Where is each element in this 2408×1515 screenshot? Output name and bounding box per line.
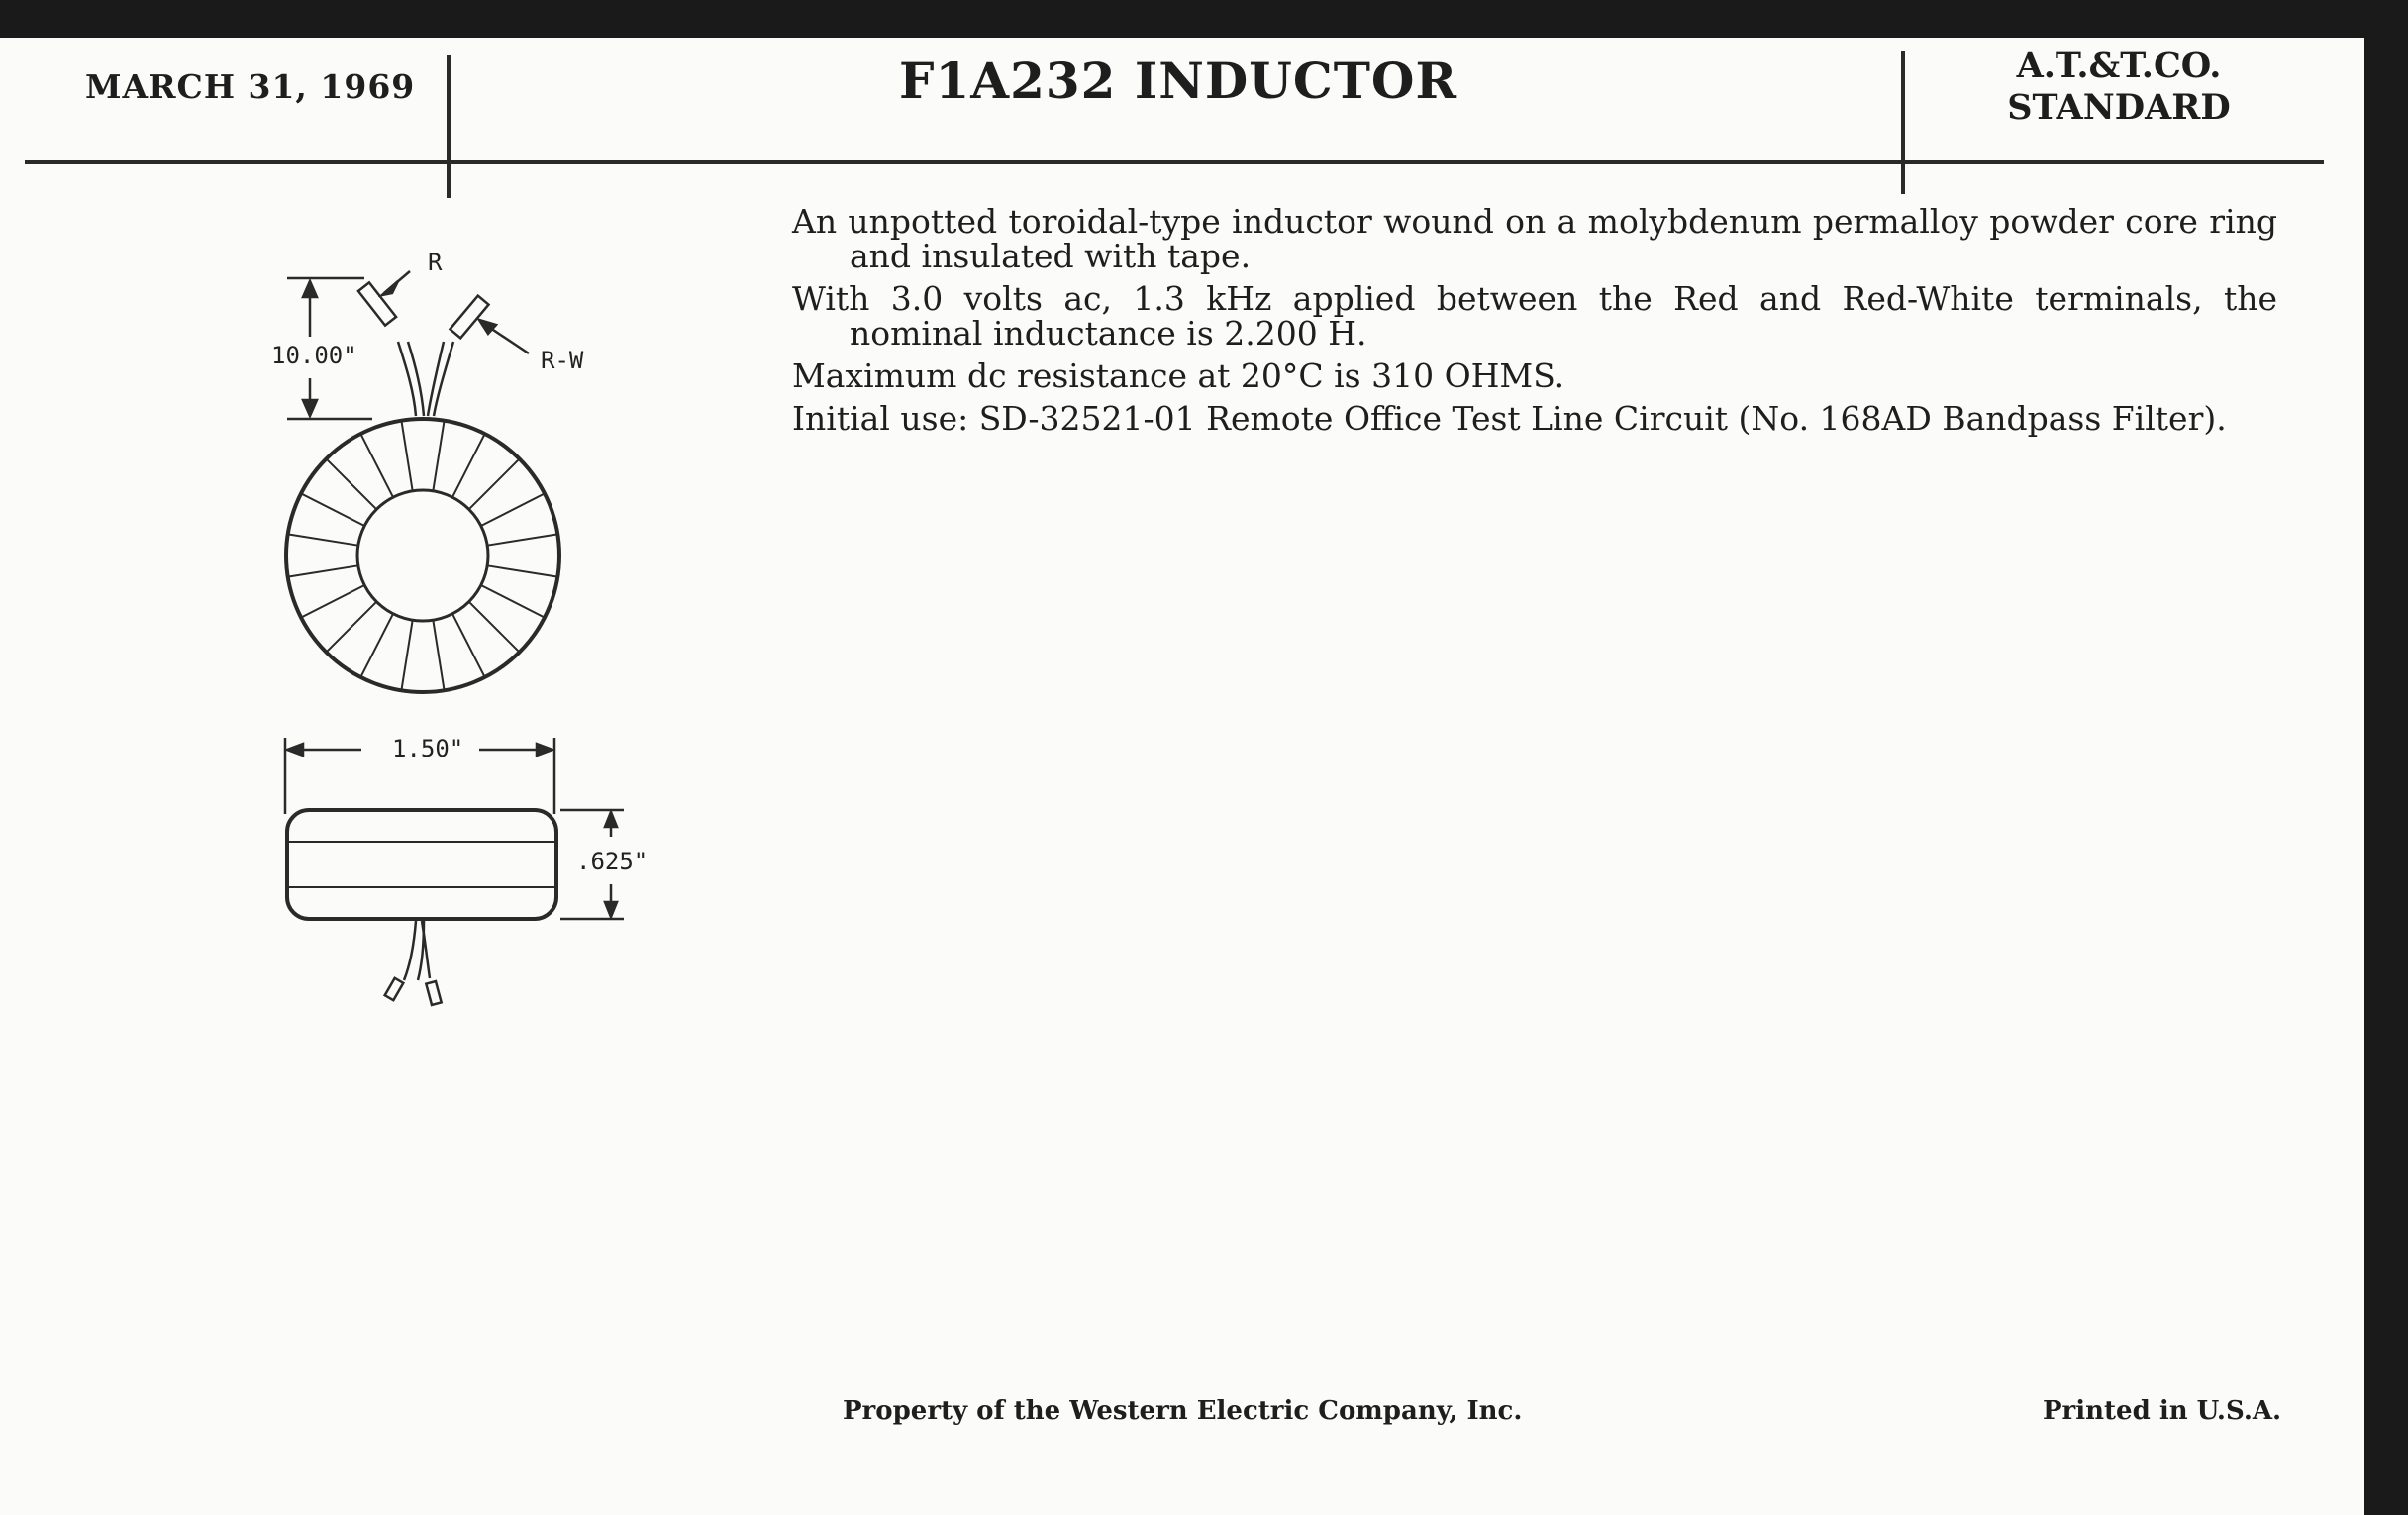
winding-line — [301, 585, 364, 618]
description-paragraph-1: An unpotted toroidal-type inductor wound on a molybdenum permalloy powder core ring and insulated with tape. — [792, 202, 2277, 275]
arrow-down-thick-icon — [605, 902, 617, 917]
toroid-side-view — [287, 810, 556, 919]
footer-property: Property of the Western Electric Company, Inc. — [843, 1396, 1523, 1426]
winding-line — [452, 614, 485, 677]
arrow-down-icon — [303, 400, 317, 416]
label-diameter: 1.50" — [392, 735, 464, 762]
issue-date: MARCH 31, 1969 — [85, 67, 416, 106]
lead-tip-red-white — [450, 296, 488, 339]
document-title: F1A232 INDUCTOR — [898, 51, 1458, 110]
arrow-up-thick-icon — [605, 812, 617, 827]
winding-line — [326, 458, 376, 509]
winding-line — [360, 434, 393, 497]
description-paragraph-2: With 3.0 volts ac, 1.3 kHz applied between the Red and Red-White terminals, the nominal inductance is 2.200 H. — [792, 279, 2277, 353]
leader-arrow-r-icon — [382, 281, 398, 295]
toroid-windings — [288, 421, 558, 691]
leader-arrow-rw-icon — [479, 320, 496, 334]
winding-line — [301, 493, 364, 526]
description-paragraph-4: Initial use: SD-32521-01 Remote Office Test Line Circuit (No. 168AD Bandpass Filter). — [792, 399, 2227, 438]
winding-line — [326, 602, 376, 653]
standard-line-2: STANDARD — [2007, 87, 2231, 128]
winding-line — [288, 565, 358, 576]
winding-line — [481, 493, 545, 526]
label-lead-length: 10.00" — [271, 342, 357, 369]
description-block — [792, 204, 2277, 444]
winding-line — [469, 602, 520, 653]
label-thickness: .625" — [576, 848, 649, 875]
description-paragraph-3: Maximum dc resistance at 20°C is 310 OHMS. — [792, 356, 1565, 395]
standard-line-1: A.T.&T.CO. — [2016, 46, 2222, 86]
winding-line — [401, 421, 412, 491]
arrow-up-icon — [303, 281, 317, 297]
winding-line — [452, 434, 485, 497]
lead-wire-red-white-edge — [434, 342, 453, 416]
footer-printed: Printed in U.S.A. — [2043, 1396, 2282, 1426]
bottom-lead-tip-1 — [385, 978, 404, 1000]
winding-line — [487, 565, 557, 576]
winding-line — [481, 585, 545, 618]
winding-line — [360, 614, 393, 677]
winding-line — [401, 620, 412, 690]
winding-line — [487, 534, 557, 545]
arrow-right-icon — [537, 744, 552, 756]
lead-wire-red — [398, 342, 416, 416]
bottom-lead-1 — [404, 921, 416, 980]
arrow-left-icon — [287, 744, 303, 756]
winding-line — [288, 534, 358, 545]
label-r-w: R-W — [541, 347, 584, 374]
winding-line — [469, 458, 520, 509]
winding-line — [433, 620, 444, 690]
label-r: R — [428, 249, 443, 276]
bottom-lead-tip-2 — [426, 981, 441, 1005]
toroid-inner-ring — [357, 490, 488, 621]
winding-line — [433, 421, 444, 491]
